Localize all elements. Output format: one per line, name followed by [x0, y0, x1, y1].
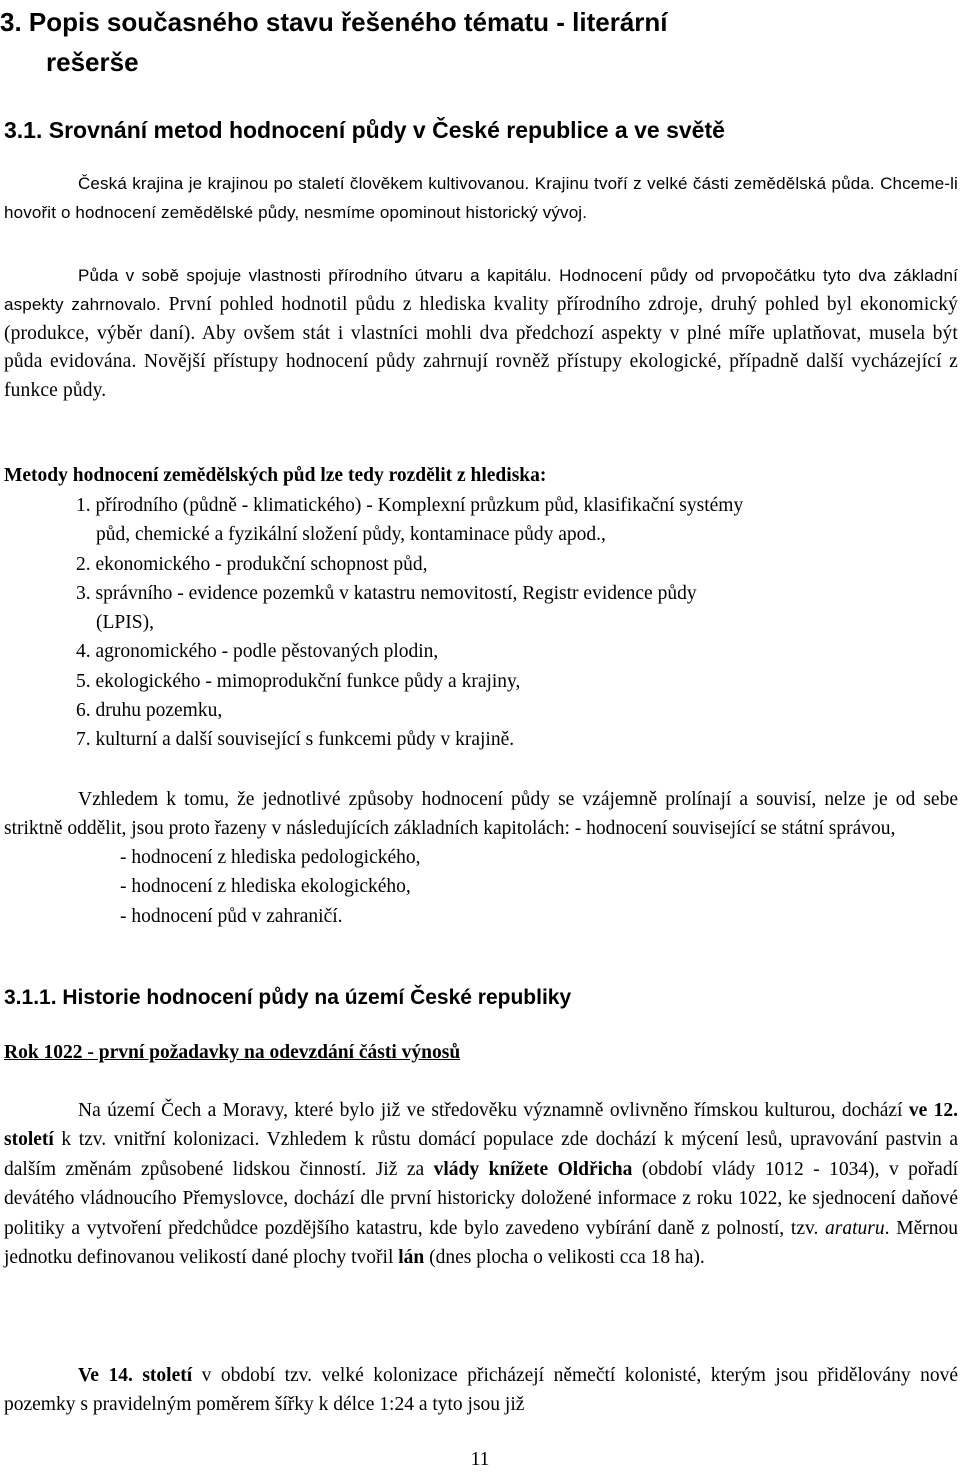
soil-aspects-paragraph — [4, 262, 958, 406]
term-emphasis: araturu — [825, 1217, 885, 1239]
section-heading-line2: rešerše — [46, 47, 139, 77]
ruler-emphasis: vlády knížete Oldřicha — [433, 1158, 633, 1180]
intro-text: Česká krajina je krajinou po staletí člověkem kultivovanou. Krajinu tvoří z velké části zemědělská půda. Chceme-li hovořit o hodnocení zemědělské půdy, nesmíme opominout historický vývoj. — [4, 174, 958, 222]
history-paragraph: Na území Čech a Moravy, které bylo již ve středověku významně ovlivněno římskou kulturou, dochází ve 12. století k tzv. vnitřní kolonizaci. Vzhledem k růstu domácí populace zde dochází k mýcení lesů, upravování pastvin a dalším změnám způsobené lidskou činností. Již za vlády knížete Oldřicha (období vlády 1012 - 1034), v pořadí devátého vládnoucího Přemyslovce, dochází dle první historicky doložené informace z roku 1022, ke sjednocení daňové politiky a vytvoření předchůdce pozdějšího katastru, kde bylo zavedeno vybírání daně z polností, tzv. araturu. Měrnou jednotku definovanou velikostí dané plochy tvořil lán (dnes plocha o velikosti cca 18 ha). — [4, 1100, 958, 1269]
list-item: 6. druhu pozemku, — [76, 700, 223, 722]
list-item-continuation: (LPIS), — [96, 612, 154, 634]
list-item-continuation: půd, chemické a fyzikální složení půdy, kontaminace půdy apod., — [96, 524, 606, 546]
century-emphasis: Ve 14. století — [78, 1365, 193, 1386]
approach-paragraph — [4, 785, 958, 844]
century-emphasis: ve 12. století — [4, 1100, 958, 1151]
section-heading-line1: 3. Popis současného stavu řešeného tématu - literární — [0, 7, 668, 37]
chapter-list — [120, 843, 421, 931]
list-item: 4. agronomického - podle pěstovaných plodin, — [76, 641, 439, 663]
approach-text: Vzhledem k tomu, že jednotlivé způsoby hodnocení půdy se vzájemně prolínají a souvisí, nelze je od sebe striktně oddělit, jsou proto řazeny v následujících základních kapitolách: - hodnocení související se státní správou, — [4, 789, 958, 840]
list-item: 5. ekologického - mimoprodukční funkce půdy a krajiny, — [76, 670, 521, 692]
soil-aspects-sans-text: Půda v sobě spojuje vlastnosti přírodního útvaru a kapitálu. Hodnocení půdy od prvopočátku tyto dva základní aspekty zahrnovalo. — [4, 266, 958, 314]
section-heading — [0, 2, 940, 82]
methods-list — [76, 491, 958, 755]
colonization-paragraph: Ve 14. století v období tzv. velké kolonizace přicházejí němečtí kolonisté, kterým jsou přidělovány nové pozemky s pravidelným poměrem šířky k délce 1:24 a tyto jsou již — [4, 1365, 958, 1416]
page-number: 11 — [470, 1449, 490, 1470]
soil-aspects-serif-text: První pohled hodnotil půdu z hlediska kvality přírodního zdroje, druhý pohled byl ekonomický (produkce, výběr daní). Aby ovšem stát i vlastníci mohli dva předchozí aspekty v plné míře uplatňovat, musela být půda evidována. Novější přístupy hodnocení půdy zahrnují rovněž přístupy ekologické, případně další vycházející z funkce půdy. — [4, 293, 958, 402]
list-item: - hodnocení půd v zahraničí. — [120, 905, 343, 927]
list-item: - hodnocení z hlediska pedologického, — [120, 847, 421, 868]
year-heading: Rok 1022 - první požadavky na odevzdání části výnosů — [4, 1042, 461, 1063]
list-item: 2. ekonomického - produkční schopnost půd, — [76, 553, 428, 575]
subsection-heading: 3.1. Srovnání metod hodnocení půdy v České republice a ve světě — [4, 117, 725, 143]
list-item: - hodnocení z hlediska ekologického, — [120, 876, 411, 898]
methods-heading: Metody hodnocení zemědělských půd lze tedy rozdělit z hlediska: — [4, 465, 547, 486]
history-heading: 3.1.1. Historie hodnocení půdy na území České republiky — [4, 986, 572, 1009]
list-item: 3. správního - evidence pozemků v katastru nemovitostí, Registr evidence půdy — [76, 582, 697, 604]
list-item: 7. kulturní a další související s funkcemi půdy v krajině. — [76, 729, 515, 751]
intro-paragraph — [4, 170, 958, 228]
list-item: 1. přírodního (půdně - klimatického) - Komplexní průzkum půd, klasifikační systémy — [76, 495, 744, 516]
unit-emphasis: lán — [398, 1247, 425, 1269]
